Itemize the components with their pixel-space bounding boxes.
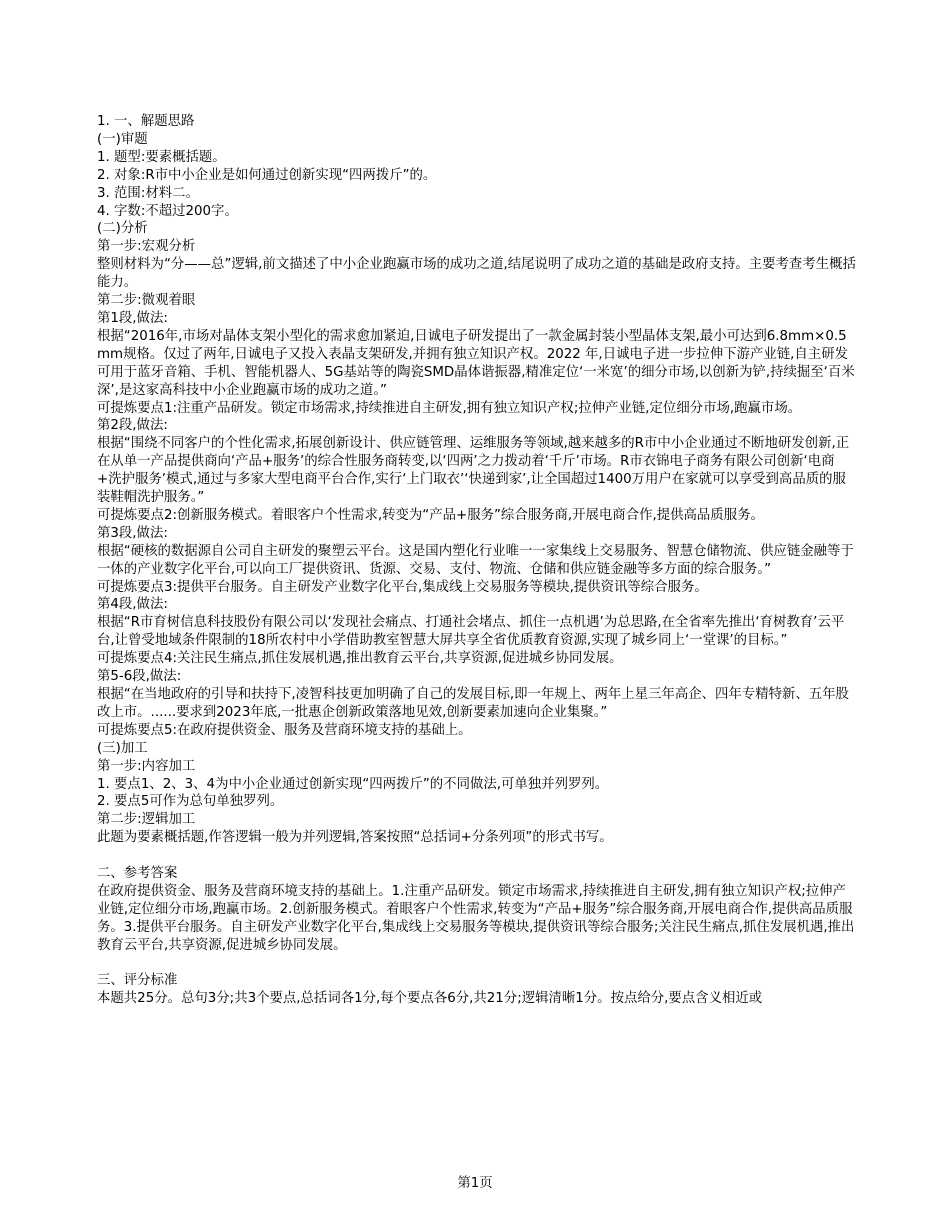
page-number: 第1页 bbox=[457, 1176, 493, 1191]
blank-line bbox=[97, 955, 858, 973]
text-line: 本题共25分。总句3分;共3个要点,总括词各1分,每个要点各6分,共21分;逻辑清晰1分。按点给分,要点含义相近或 bbox=[97, 991, 763, 1007]
text-line: 可提炼要点4:关注民生痛点,抓住发展机遇,推出教育云平台,共享资源,促进城乡协同发展。 bbox=[97, 651, 623, 667]
text-line: (一)审题 bbox=[97, 131, 148, 147]
text-line: 根据“2016年,市场对晶体支架小型化的需求愈加紧迫,日诚电子研发提出了一款金属封装小型晶体支架,最小可达到6.8mm×0.5mm规格。仅过了两年,日诚电子又投入表晶支架研发,并拥有独立知识产权。2022 年,日诚电子进一步拉伸下游产业链,自主研发可用于蓝牙音箱、手机、智能机器人、5G基站等的陶瓷SMD晶体谐振器,精准定位‘一米宽’的细分市场,以创新为铲,持续掘至‘百米深’,是这家高科技中小企业跑赢市场的成功之道。” bbox=[97, 328, 855, 398]
text-line: 第3段,做法: bbox=[97, 525, 168, 541]
text-line: 1. 一、解题思路 bbox=[97, 114, 195, 129]
text-line: 此题为要素概括题,作答逻辑一般为并列逻辑,答案按照“总括词+分条列项”的形式书写。 bbox=[97, 830, 613, 846]
text-line: 第一步:内容加工 bbox=[97, 758, 196, 774]
text-line: (三)加工 bbox=[97, 740, 148, 756]
text-line: 可提炼要点1:注重产品研发。锁定市场需求,持续推进自主研发,拥有独立知识产权;拉伸产业链,定位细分市场,跑赢市场。 bbox=[97, 400, 802, 416]
text-line: 第一步:宏观分析 bbox=[97, 239, 196, 255]
text-line: 1. 题型:要素概括题。 bbox=[97, 149, 226, 165]
document-body bbox=[97, 113, 858, 1008]
text-line: 可提炼要点5:在政府提供资金、服务及营商环境支持的基础上。 bbox=[97, 722, 472, 738]
text-line: 根据“硬核的数据源自公司自主研发的聚塑云平台。这是国内塑化行业唯一一家集线上交易服务、智慧仓储物流、供应链金融等于一体的产业数字化平台,可以向工厂提供资讯、货源、交易、支付、物流、仓储和供应链金融等多方面的综合服务。” bbox=[97, 543, 854, 577]
text-line: 2. 对象:R市中小企业是如何通过创新实现“四两拨斤”的。 bbox=[97, 167, 437, 183]
text-line: 根据“围绕不同客户的个性化需求,拓展创新设计、供应链管理、运维服务等领域,越来越多的R市中小企业通过不断地研发创新,正在从单一产品提供商向‘产品+服务’的综合性服务商转变,以‘四两’之力拨动着‘千斤’市场。R市衣锦电子商务有限公司创新‘电商+洗护服务’模式,通过与多家大型电商平台合作,实行‘上门取衣’‘快递到家’,让全国超过1400万用户在家就可以享受到高品质的服装鞋帽洗护服务。” bbox=[97, 436, 850, 506]
text-line: 在政府提供资金、服务及营商环境支持的基础上。1.注重产品研发。锁定市场需求,持续推进自主研发,拥有独立知识产权;拉伸产业链,定位细分市场,跑赢市场。2.创新服务模式。着眼客户个性需求,转变为“产品+服务”综合服务商,开展电商合作,提供高品质服务。3.提供平台服务。自主研发产业数字化平台,集成线上交易服务等模块,提供资讯等综合服务;关注民生痛点,抓住发展机遇,推出教育云平台,共享资源,促进城乡协同发展。 bbox=[97, 883, 855, 953]
text-line: 第1段,做法: bbox=[97, 310, 168, 326]
text-line: 三、评分标准 bbox=[97, 973, 178, 989]
text-line: 第2段,做法: bbox=[97, 418, 168, 434]
text-line: 3. 范围:材料二。 bbox=[97, 185, 199, 201]
text-line: 1. 要点1、2、3、4为中小企业通过创新实现“四两拨斤”的不同做法,可单独并列罗列。 bbox=[97, 776, 609, 792]
text-line: 整则材料为“分——总”逻辑,前文描述了中小企业跑赢市场的成功之道,结尾说明了成功之道的基础是政府支持。主要考查考生概括能力。 bbox=[97, 257, 856, 291]
text-line: 第4段,做法: bbox=[97, 597, 168, 613]
text-line: 2. 要点5可作为总句单独罗列。 bbox=[97, 794, 284, 810]
text-line: 二、参考答案 bbox=[97, 866, 178, 882]
text-line: (二)分析 bbox=[97, 221, 148, 237]
text-line: 第5-6段,做法: bbox=[97, 669, 182, 685]
text-line: 可提炼要点2:创新服务模式。着眼客户个性需求,转变为“产品+服务”综合服务商,开展电商合作,提供高品质服务。 bbox=[97, 507, 764, 523]
text-line: 4. 字数:不超过200字。 bbox=[97, 203, 238, 219]
text-line: 根据“在当地政府的引导和扶持下,凌智科技更加明确了自己的发展目标,即一年规上、两年上星三年高企、四年专精特新、五年股改上市。......要求到2023年底,一批惠企创新政策落地见效,创新要素加速向企业集聚。” bbox=[97, 687, 849, 720]
text-line: 根据“R市育树信息科技股份有限公司以‘发现社会痛点、打通社会堵点、抓住一点机遇’为总思路,在全省率先推出‘育树教育’云平台,让曾受地域条件限制的18所农村中小学借助教室智慧大屏共享全省优质教育资源,实现了城乡同上‘一堂课’的目标。” bbox=[97, 615, 845, 649]
text-line: 第二步:逻辑加工 bbox=[97, 812, 196, 828]
text-line: 可提炼要点3:提供平台服务。自主研发产业数字化平台,集成线上交易服务等模块,提供资讯等综合服务。 bbox=[97, 579, 708, 595]
text-line: 第二步:微观着眼 bbox=[97, 293, 196, 309]
blank-line bbox=[97, 847, 858, 865]
